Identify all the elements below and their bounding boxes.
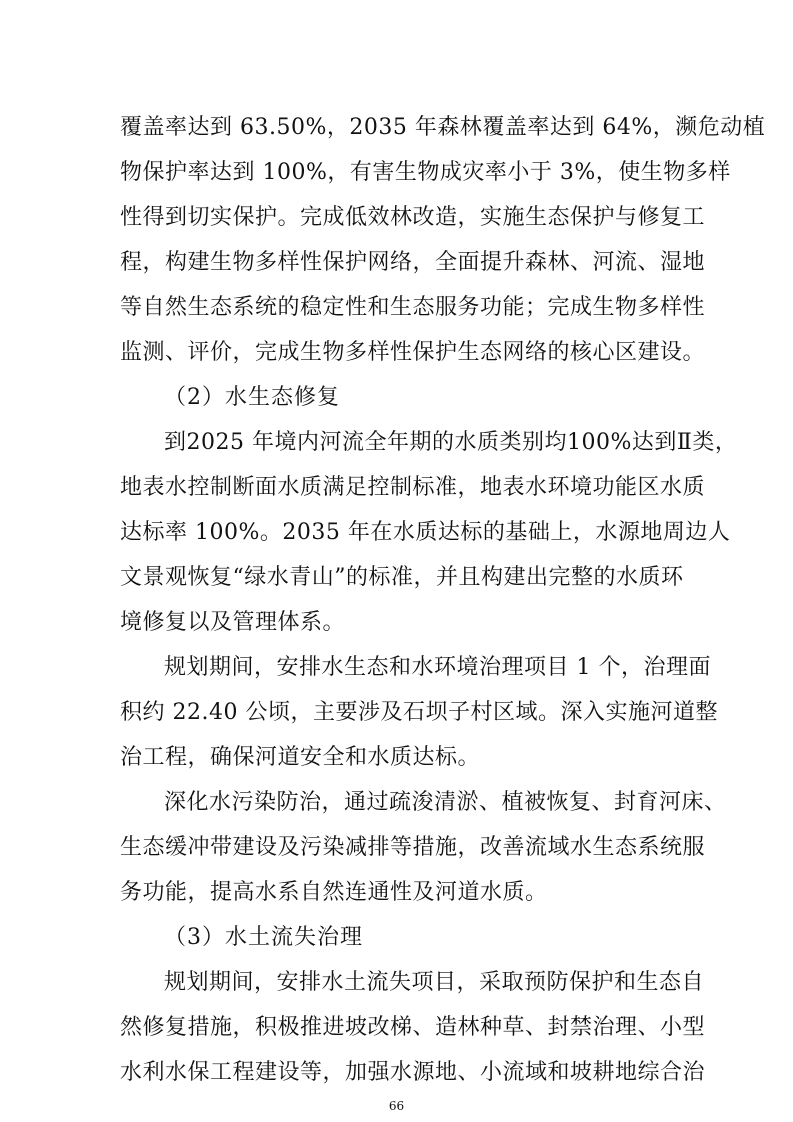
paragraph-line: 监测、评价，完成生物多样性保护生态网络的核心区建设。 bbox=[120, 340, 706, 365]
paragraph-line: 到2025 年境内河流全年期的水质类别均100%达到Ⅱ类， bbox=[164, 430, 738, 455]
paragraph-line: 务功能，提高水系自然连通性及河道水质。 bbox=[120, 880, 548, 905]
paragraph-line: 治工程，确保河道安全和水质达标。 bbox=[120, 745, 481, 770]
paragraph-line: 文景观恢复“绿水青山”的标准，并且构建出完整的水质环 bbox=[120, 565, 684, 590]
paragraph-line: 等自然生态系统的稳定性和生态服务功能；完成生物多样性 bbox=[120, 295, 706, 320]
paragraph-line: 程，构建生物多样性保护网络，全面提升森林、河流、湿地 bbox=[120, 250, 706, 275]
paragraph-line: 地表水控制断面水质满足控制标准，地表水环境功能区水质 bbox=[120, 475, 706, 500]
paragraph-line: 然修复措施，积极推进坡改梯、造林种草、封禁治理、小型 bbox=[120, 1015, 706, 1040]
paragraph-line: 覆盖率达到 63.50%，2035 年森林覆盖率达到 64%，濒危动植 bbox=[120, 115, 766, 140]
section-heading: （2）水生态修复 bbox=[164, 385, 340, 410]
paragraph-line: 物保护率达到 100%，有害生物成灾率小于 3%，使生物多样 bbox=[120, 160, 731, 185]
paragraph-line: 规划期间，安排水土流失项目，采取预防保护和生态自 bbox=[164, 970, 705, 995]
paragraph-line: 深化水污染防治，通过疏浚清淤、植被恢复、封育河床、 bbox=[164, 790, 727, 815]
paragraph-line: 积约 22.40 公顷，主要涉及石坝子村区域。深入实施河道整 bbox=[120, 700, 718, 725]
paragraph-line: 规划期间，安排水生态和水环境治理项目 1 个，治理面 bbox=[164, 655, 711, 680]
paragraph-line: 境修复以及管理体系。 bbox=[120, 610, 346, 635]
paragraph-line: 生态缓冲带建设及污染减排等措施，改善流域水生态系统服 bbox=[120, 835, 706, 860]
section-heading: （3）水土流失治理 bbox=[164, 925, 363, 950]
page-number: 66 bbox=[388, 1099, 405, 1113]
paragraph-line: 达标率 100%。2035 年在水质达标的基础上，水源地周边人 bbox=[120, 520, 731, 545]
paragraph-line: 性得到切实保护。完成低效林改造，实施生态保护与修复工 bbox=[120, 205, 706, 230]
paragraph-line: 水利水保工程建设等，加强水源地、小流域和坡耕地综合治 bbox=[120, 1060, 706, 1085]
